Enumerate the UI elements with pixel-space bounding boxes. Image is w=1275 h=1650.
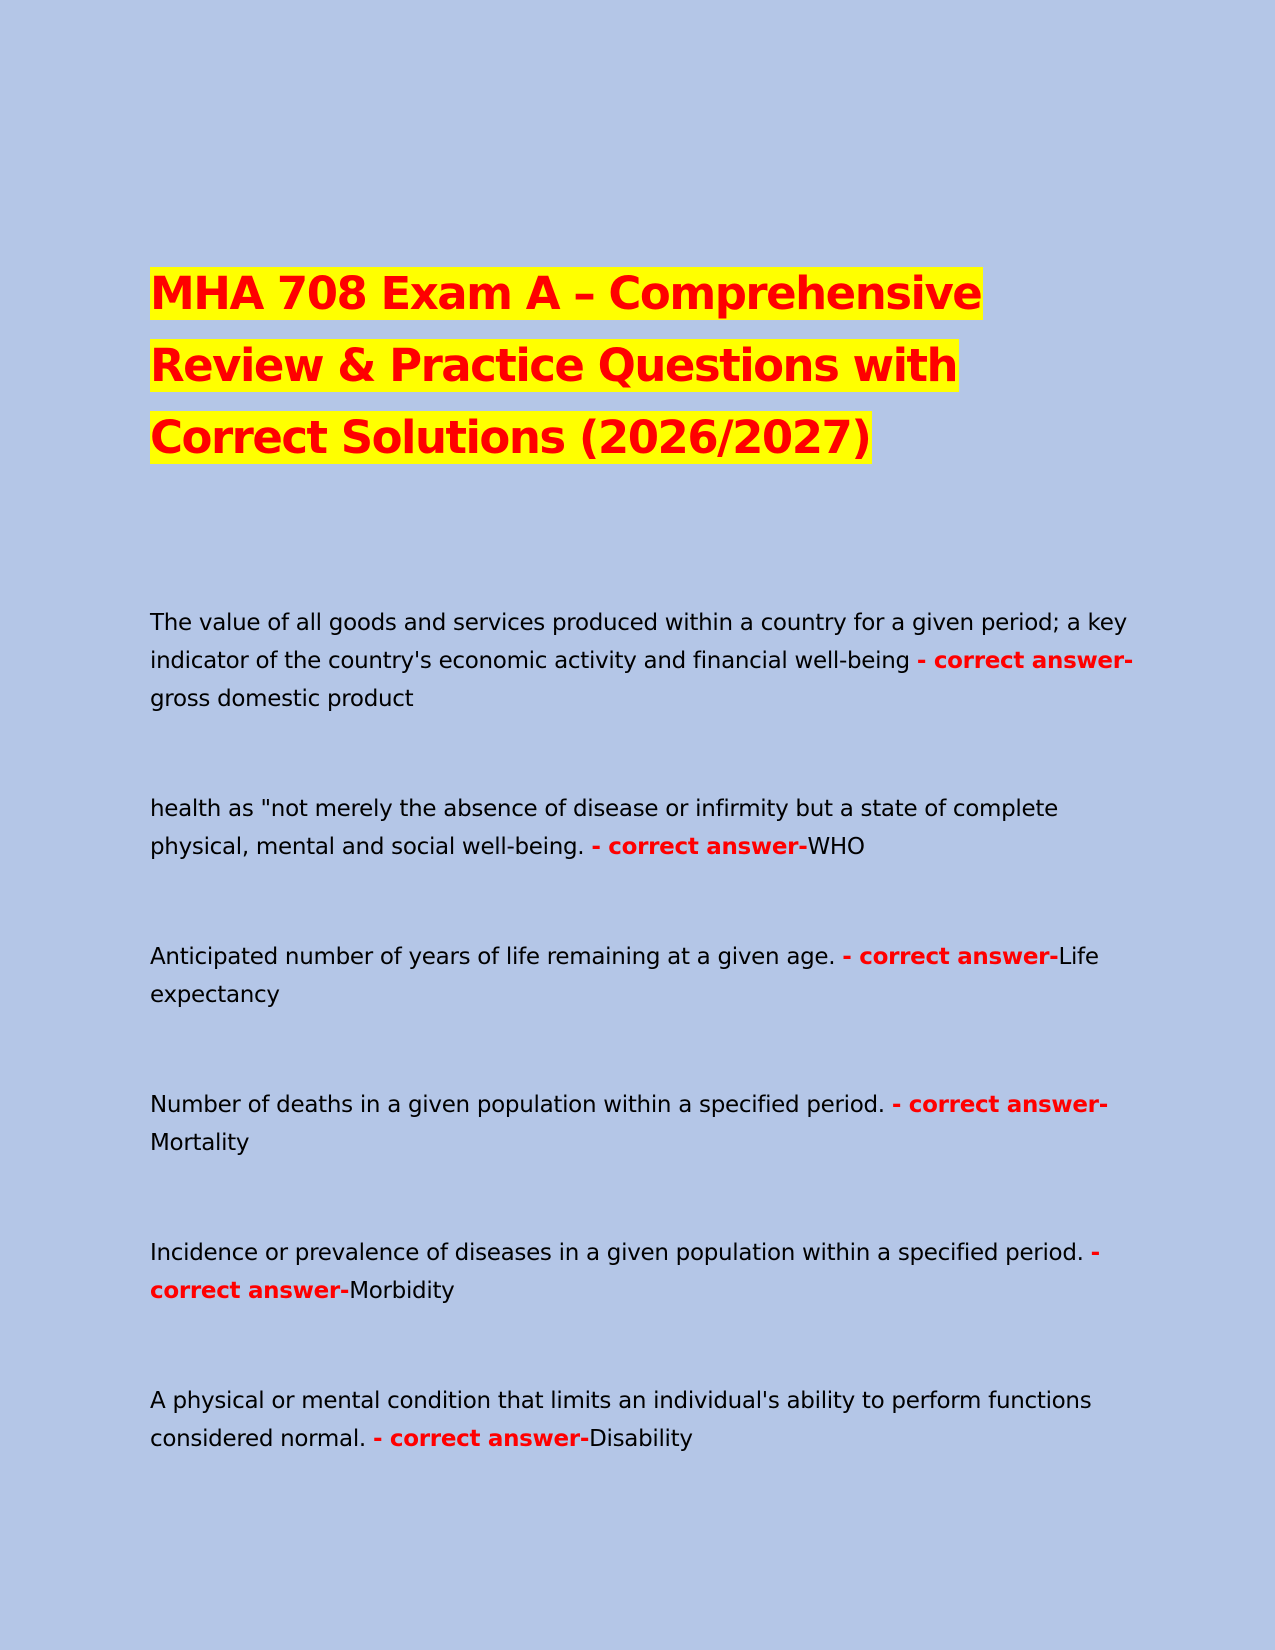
- question-text: Number of deaths in a given population within a specified period.: [150, 1092, 885, 1118]
- answer-text: WHO: [807, 834, 865, 860]
- answer-marker: - correct answer-: [372, 1426, 590, 1452]
- answer-marker: - correct answer-: [842, 944, 1059, 970]
- answer-text: gross domestic product: [150, 686, 414, 712]
- answer-text: Morbidity: [349, 1278, 455, 1304]
- answer-text: Life expectancy: [150, 944, 1099, 1008]
- document-title: [150, 258, 1135, 474]
- qa-item: [150, 1234, 1135, 1310]
- document-page: [150, 258, 1135, 1530]
- question-text: health as "not merely the absence of disease or infirmity but a state of complete physical, mental and social well-being.: [150, 796, 1058, 860]
- answer-marker: - correct answer-: [150, 1240, 1100, 1304]
- answer-marker: - correct answer-: [591, 834, 808, 860]
- qa-item: [150, 938, 1135, 1014]
- answer-text: Disability: [589, 1426, 693, 1452]
- question-text: The value of all goods and services produced within a country for a given period; a key indicator of the country's economic activity and financial well-being: [150, 610, 1127, 674]
- question-text: Incidence or prevalence of diseases in a given population within a specified period.: [150, 1240, 1084, 1266]
- title-highlight: MHA 708 Exam A – Comprehensive Review & Practice Questions with Correct Solutions (2026/2027): [150, 267, 982, 464]
- qa-item: [150, 1086, 1135, 1162]
- question-text: Anticipated number of years of life remaining at a given age.: [150, 944, 836, 970]
- qa-item: [150, 790, 1135, 866]
- answer-text: Mortality: [150, 1130, 250, 1156]
- qa-list: [150, 604, 1135, 1458]
- answer-marker: - correct answer-: [891, 1092, 1108, 1118]
- answer-marker: - correct answer-: [916, 648, 1133, 674]
- qa-item: [150, 604, 1135, 718]
- qa-item: [150, 1382, 1135, 1458]
- question-text: A physical or mental condition that limits an individual's ability to perform functions considered normal.: [150, 1388, 1092, 1452]
